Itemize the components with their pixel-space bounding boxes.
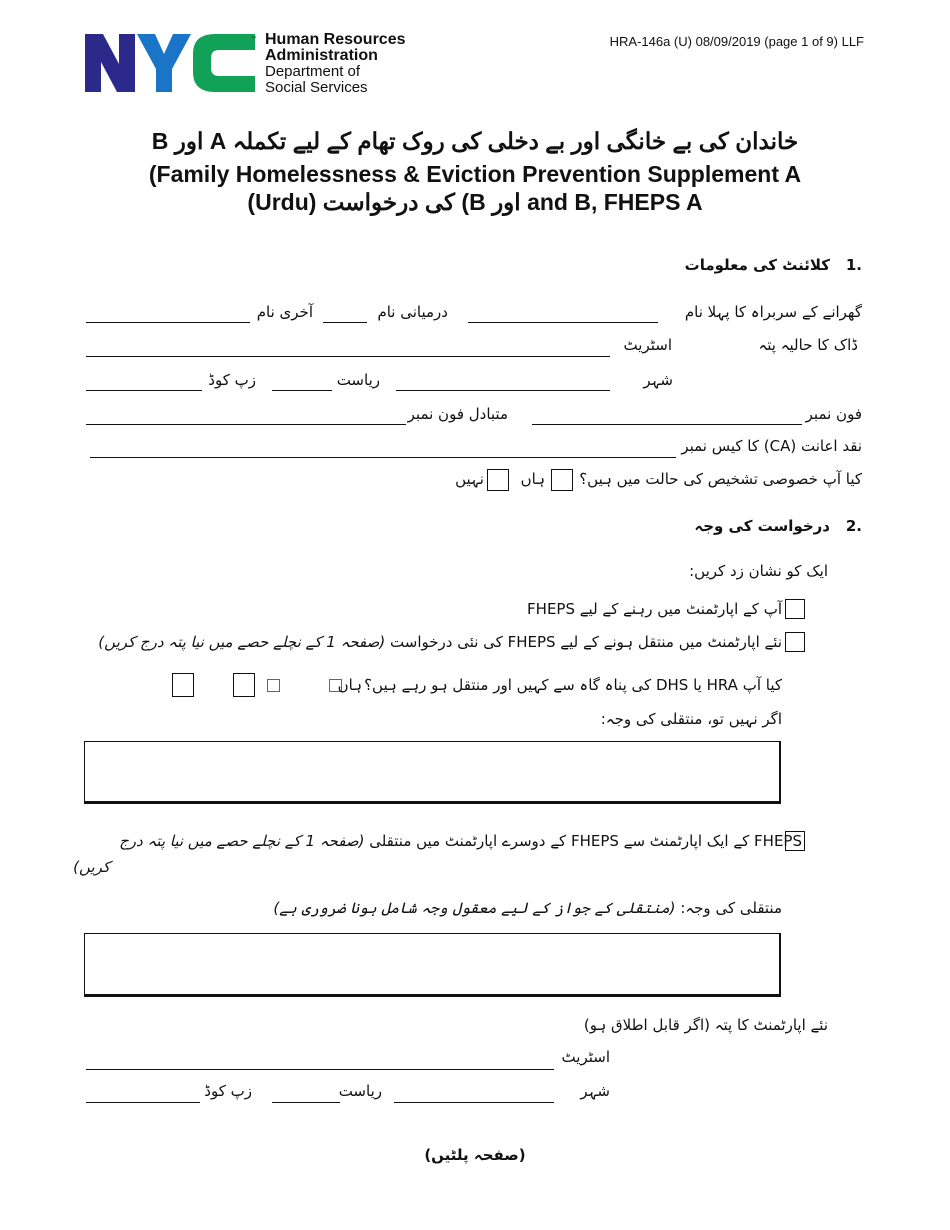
city-label: شہر bbox=[643, 371, 673, 389]
new-city-field[interactable] bbox=[394, 1102, 554, 1103]
shelter-extra-box-2[interactable] bbox=[172, 673, 194, 697]
option-new-apartment-label bbox=[98, 633, 782, 651]
org-line2: Administration bbox=[265, 47, 378, 64]
choose-one-label: ایک کو نشان زد کریں: bbox=[689, 562, 828, 580]
new-street-field[interactable] bbox=[86, 1069, 554, 1070]
title-mixed: and B, FHEPS A اور B) کی درخواست (Urdu) bbox=[247, 189, 703, 215]
form-id: HRA-146a (U) 08/09/2019 (page 1 of 9) LLF bbox=[609, 34, 864, 49]
move-reason-title: منتقلی کی وجہ: bbox=[680, 899, 782, 917]
ca-case-field[interactable] bbox=[90, 457, 676, 458]
new-state-label: ریاست bbox=[338, 1082, 382, 1100]
section2-number: 2. bbox=[845, 517, 862, 535]
alt-phone-field[interactable] bbox=[86, 424, 406, 425]
new-zip-field[interactable] bbox=[86, 1102, 200, 1103]
org-name bbox=[265, 32, 406, 96]
shelter-no-checkbox[interactable] bbox=[267, 679, 280, 692]
section1-heading: کلائنٹ کی معلومات bbox=[684, 256, 830, 274]
section1-number: 1. bbox=[845, 256, 862, 274]
section2-heading: درخواست کی وجہ bbox=[694, 517, 830, 535]
option-new-apartment-checkbox[interactable] bbox=[785, 632, 805, 652]
org-line4: Social Services bbox=[265, 79, 368, 96]
option-transfer-label bbox=[119, 832, 802, 850]
mailing-address-label: ڈاک کا حالیہ پتہ bbox=[758, 336, 858, 354]
diagnosis-no-checkbox[interactable] bbox=[487, 469, 509, 491]
title-urdu: خاندان کی بے خانگی اور بے دخلی کی روک تھام کے لیے تکملہ A اور B bbox=[151, 128, 799, 154]
option-stay-checkbox[interactable] bbox=[785, 599, 805, 619]
diagnosis-question: کیا آپ خصوصی تشخیص کی حالت میں ہیں؟ bbox=[579, 470, 862, 488]
nyc-logo bbox=[85, 34, 257, 92]
diagnosis-yes-label: ہاں bbox=[520, 470, 545, 488]
new-zip-label: زپ کوڈ bbox=[204, 1082, 252, 1100]
move-reason-box[interactable] bbox=[84, 933, 781, 997]
middle-name-label: درمیانی نام bbox=[377, 303, 448, 321]
last-name-field[interactable] bbox=[86, 322, 250, 323]
alt-phone-label: متبادل فون نمبر bbox=[407, 405, 508, 423]
option-transfer-note-a: (صفحہ 1 کے نچلے حصے میں نیا پتہ درج bbox=[119, 832, 365, 850]
turn-page-label: (صفحہ پلٹیں) bbox=[424, 1146, 526, 1164]
new-city-label: شہر bbox=[580, 1082, 610, 1100]
shelter-question: کیا آپ HRA یا DHS کی پناہ گاہ سے کہیں اور منتقل ہو رہے ہیں؟ bbox=[364, 676, 782, 694]
ca-case-label: نقد اعانت (CA) کا کیس نمبر bbox=[681, 437, 862, 455]
move-reason-label bbox=[273, 899, 782, 917]
new-street-label: اسٹریٹ bbox=[561, 1048, 610, 1066]
street-label: اسٹریٹ bbox=[623, 336, 672, 354]
title-english: (Family Homelessness & Eviction Prevention Supplement A bbox=[148, 161, 802, 187]
head-first-name-label: گھرانے کے سربراہ کا پہلا نام bbox=[684, 303, 862, 321]
state-label: ریاست bbox=[336, 371, 380, 389]
org-line1: Human Resources bbox=[265, 31, 406, 48]
first-name-field[interactable] bbox=[468, 322, 658, 323]
if-not-reason-label: اگر نہیں تو، منتقلی کی وجہ: bbox=[600, 710, 782, 728]
city-field[interactable] bbox=[396, 390, 610, 391]
shelter-reason-box[interactable] bbox=[84, 741, 781, 804]
diagnosis-yes-checkbox[interactable] bbox=[551, 469, 573, 491]
state-field[interactable] bbox=[272, 390, 332, 391]
street-field[interactable] bbox=[86, 356, 610, 357]
zip-label: زپ کوڈ bbox=[208, 371, 256, 389]
shelter-yes-label: ہاں bbox=[337, 676, 362, 694]
phone-field[interactable] bbox=[532, 424, 802, 425]
last-name-label: آخری نام bbox=[256, 303, 313, 321]
shelter-extra-box-1[interactable] bbox=[233, 673, 255, 697]
option-stay-label: آپ کے اپارٹمنٹ میں رہنے کے لیے FHEPS bbox=[527, 600, 782, 618]
option-transfer-main: FHEPS کے ایک اپارٹمنٹ سے FHEPS کے دوسرے اپارٹمنٹ میں منتقلی bbox=[369, 832, 802, 850]
zip-field[interactable] bbox=[86, 390, 202, 391]
svg-text:™: ™ bbox=[251, 36, 257, 43]
phone-label: فون نمبر bbox=[805, 405, 862, 423]
middle-name-field[interactable] bbox=[323, 322, 367, 323]
new-state-field[interactable] bbox=[272, 1102, 340, 1103]
move-reason-note: (منتقلی کے جواز کے لیے معقول وجہ شامل ہونا ضروری ہے) bbox=[273, 899, 676, 917]
option-new-apartment-note: (صفحہ 1 کے نچلے حصے میں نیا پتہ درج کریں) bbox=[98, 633, 386, 651]
diagnosis-no-label: نہیں bbox=[455, 470, 484, 488]
option-new-apartment-main: نئے اپارٹمنٹ میں منتقل ہونے کے لیے FHEPS کی نئی درخواست bbox=[390, 633, 782, 651]
org-line3: Department of bbox=[265, 63, 361, 80]
new-address-label: نئے اپارٹمنٹ کا پتہ (اگر قابل اطلاق ہو) bbox=[583, 1016, 828, 1034]
option-transfer-note-b: کریں) bbox=[73, 858, 110, 876]
